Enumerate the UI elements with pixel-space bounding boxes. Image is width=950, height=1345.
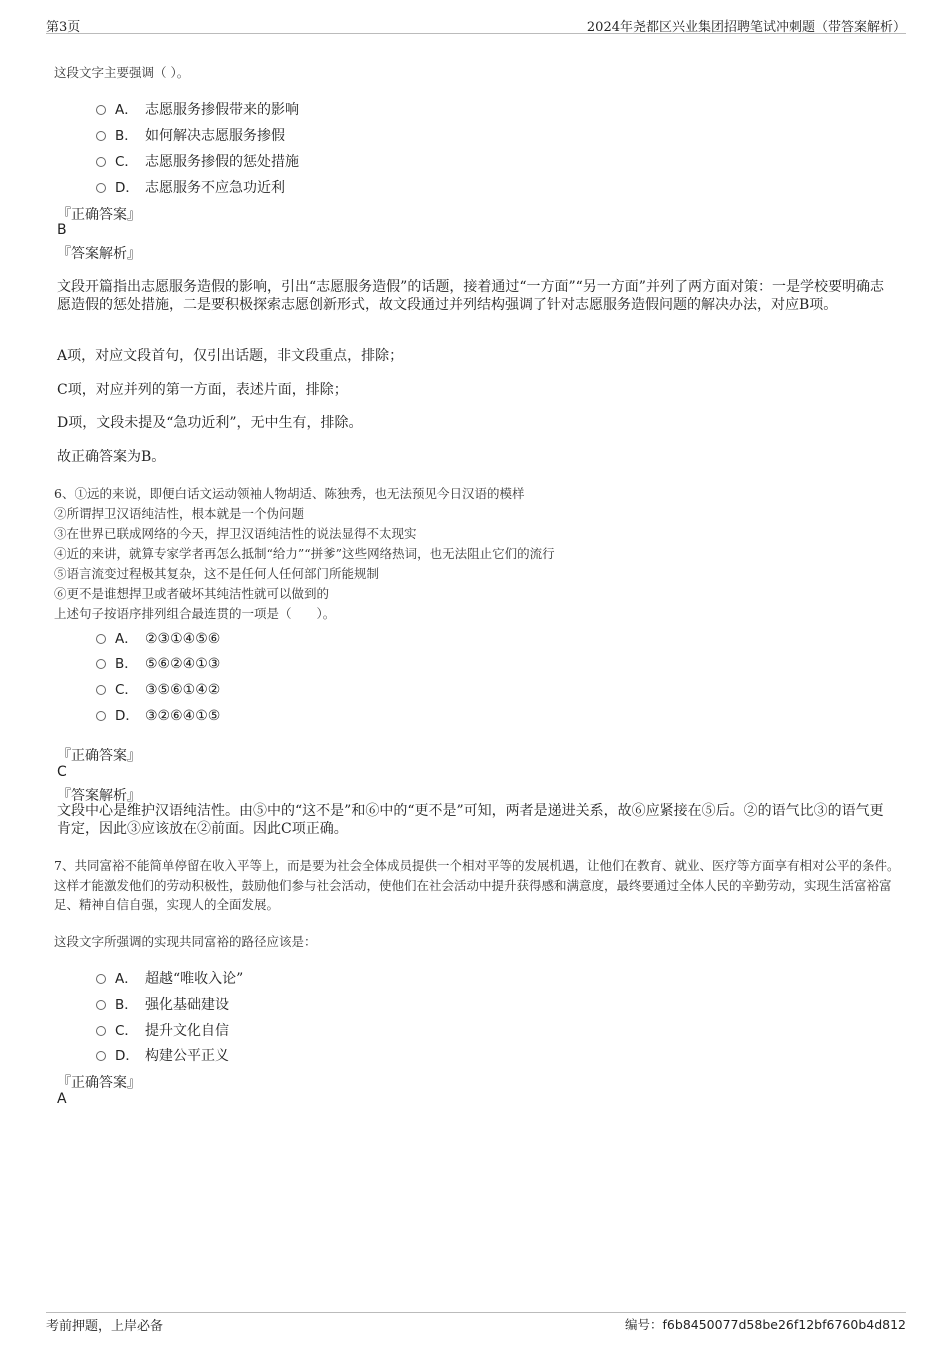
- q5-stem: 这段文字主要强调（ ）。: [54, 65, 190, 80]
- footer-slogan: 考前押题，上岸必备: [46, 1319, 164, 1334]
- radio-icon[interactable]: [96, 685, 106, 695]
- q5-answer: B: [57, 222, 67, 238]
- q6-answer-label: 『正确答案』: [57, 748, 141, 764]
- q6-analysis: 文段中心是维护汉语纯洁性。由⑤中的“这不是”和⑥中的“更不是”可知，两者是递进关系，故⑥应紧接在⑤后。②的语气比③的语气更肯定，因此③应该放在②前面。因此C项正确。: [57, 803, 884, 837]
- q6-option-b[interactable]: B． ⑤⑥②④①③: [96, 652, 220, 672]
- page-header: [46, 15, 906, 34]
- q7-option-a[interactable]: A． 超越“唯收入论”: [96, 967, 243, 988]
- q6-question: 上述句子按语序排列组合最连贯的一项是（ ）。: [54, 606, 336, 621]
- q5-analysis-label: 『答案解析』: [57, 246, 141, 262]
- q5-analysis-d: D项，文段未提及“急功近利”，无中生有，排除。: [57, 415, 363, 431]
- q5-analysis-conclusion: 故正确答案为B。: [57, 449, 166, 465]
- document-id: 编号：f6b8450077d58be26f12bf6760b4d812: [625, 1317, 906, 1332]
- q6-line-2: ②所谓捍卫汉语纯洁性，根本就是一个伪问题: [54, 506, 305, 521]
- q5-option-b[interactable]: B． 如何解决志愿服务掺假: [96, 124, 285, 145]
- q6-option-d[interactable]: D． ③②⑥④①⑤: [96, 704, 220, 724]
- page-number: 第3页: [46, 20, 81, 35]
- radio-icon[interactable]: [96, 157, 106, 167]
- radio-icon[interactable]: [96, 974, 106, 984]
- document-title: 2024年尧都区兴业集团招聘笔试冲刺题（带答案解析）: [586, 20, 906, 35]
- q7-option-c[interactable]: C． 提升文化自信: [96, 1019, 229, 1040]
- q5-option-c[interactable]: C． 志愿服务掺假的惩处措施: [96, 150, 299, 171]
- q6-line-1: 6、①远的来说，即便白话文运动领袖人物胡适、陈独秀，也无法预见今日汉语的模样: [54, 486, 525, 501]
- radio-icon[interactable]: [96, 1026, 106, 1036]
- q5-analysis-c: C项，对应并列的第一方面，表述片面，排除；: [57, 382, 348, 398]
- radio-icon[interactable]: [96, 634, 106, 644]
- q5-analysis-paragraph: 文段开篇指出志愿服务造假的影响，引出“志愿服务造假”的话题，接着通过“一方面”“另一方面”并列了两方面对策：一是学校要明确志愿造假的惩处措施，二是要积极探索志愿创新形式，故文段通过并列结构强调了针对志愿服务造假问题的解决办法，对应B项。: [57, 279, 884, 313]
- q6-answer: C: [57, 764, 67, 780]
- q6-line-4: ④近的来讲，就算专家学者再怎么抵制“给力”“拼爹”这些网络热词，也无法阻止它们的流行: [54, 546, 555, 561]
- q7-option-d[interactable]: D． 构建公平正义: [96, 1044, 229, 1065]
- radio-icon[interactable]: [96, 711, 106, 721]
- page-footer: [46, 1312, 906, 1334]
- q6-option-c[interactable]: C． ③⑤⑥①④②: [96, 678, 220, 698]
- q6-analysis-label: 『答案解析』: [57, 788, 141, 804]
- q7-stem: 7、共同富裕不能简单停留在收入平等上，而是要为社会全体成员提供一个相对平等的发展机遇，让他们在教育、就业、医疗等方面享有相对公平的条件。这样才能激发他们的劳动积极性，鼓励他们参与社会活动，使他们在社会活动中提升获得感和满意度，最终要通过全体人民的辛勤劳动，实现生活富裕富足、精神自信自强，实现人的全面发展。: [54, 858, 900, 912]
- q7-option-b[interactable]: B． 强化基础建设: [96, 993, 229, 1014]
- q6-line-5: ⑤语言流变过程极其复杂，这不是任何人任何部门所能规制: [54, 566, 380, 581]
- q6-line-6: ⑥更不是谁想捍卫或者破坏其纯洁性就可以做到的: [54, 586, 330, 601]
- radio-icon[interactable]: [96, 1000, 106, 1010]
- q7-answer: A: [57, 1091, 67, 1107]
- radio-icon[interactable]: [96, 131, 106, 141]
- q5-option-d[interactable]: D． 志愿服务不应急功近利: [96, 176, 285, 197]
- q5-option-a[interactable]: A． 志愿服务掺假带来的影响: [96, 98, 299, 119]
- q6-line-3: ③在世界已联成网络的今天，捍卫汉语纯洁性的说法显得不太现实: [54, 526, 417, 541]
- q6-option-a[interactable]: A． ②③①④⑤⑥: [96, 627, 220, 647]
- radio-icon[interactable]: [96, 105, 106, 115]
- q7-answer-label: 『正确答案』: [57, 1075, 141, 1091]
- radio-icon[interactable]: [96, 659, 106, 669]
- q7-question: 这段文字所强调的实现共同富裕的路径应该是：: [54, 934, 317, 949]
- q5-analysis-a: A项，对应文段首句，仅引出话题，非文段重点，排除；: [57, 348, 404, 364]
- q5-answer-label: 『正确答案』: [57, 207, 141, 223]
- radio-icon[interactable]: [96, 183, 106, 193]
- radio-icon[interactable]: [96, 1051, 106, 1061]
